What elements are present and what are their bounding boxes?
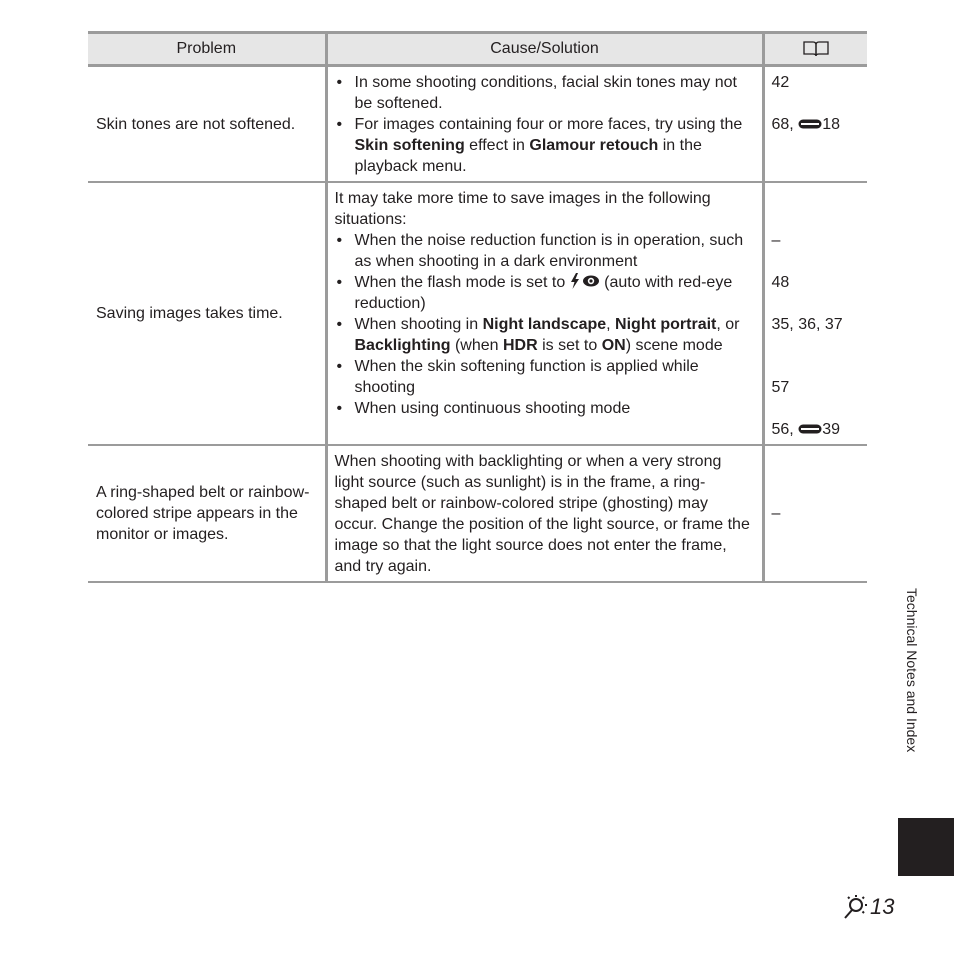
section-label: Technical Notes and Index xyxy=(904,588,920,753)
table-row xyxy=(88,182,867,445)
problem-cell: A ring-shaped belt or rainbow-colored stripe appears in the monitor or images. xyxy=(88,445,326,582)
list-item: • For images containing four or more faces, try using the Skin softening effect in Glamour retouch in the playback menu. xyxy=(335,114,754,177)
list-item: • When shooting in Night landscape, Night portrait, or Backlighting (when HDR is set to ON) scene mode xyxy=(335,314,754,356)
page-reference: 42 xyxy=(771,74,790,91)
page-number xyxy=(842,892,894,922)
flash-red-eye-icon xyxy=(570,273,600,289)
reference-section-icon xyxy=(798,117,822,131)
troubleshooting-table xyxy=(88,31,867,583)
table-row xyxy=(88,445,867,582)
reference-cell xyxy=(763,66,867,183)
reference-cell xyxy=(763,182,867,445)
list-item: • When using continuous shooting mode xyxy=(335,398,754,419)
reference-cell xyxy=(763,445,867,582)
page-reference: 48 xyxy=(771,274,790,291)
page-reference: 56, 39 xyxy=(771,421,840,438)
book-icon xyxy=(802,40,830,58)
page-reference: 57 xyxy=(771,379,790,396)
list-item: • When the noise reduction function is in operation, such as when shooting in a dark environment xyxy=(335,230,754,272)
cause-intro: It may take more time to save images in the following situations: xyxy=(334,190,711,228)
list-item: • In some shooting conditions, facial skin tones may not be softened. xyxy=(335,72,754,114)
page-reference: 35, 36, 37 xyxy=(771,316,843,333)
page-reference: 68, 18 xyxy=(771,116,840,133)
section-tab xyxy=(898,818,954,876)
table-row xyxy=(88,66,867,183)
cause-solution-cell xyxy=(326,182,763,445)
technical-notes-icon xyxy=(842,894,868,920)
header-reference xyxy=(763,33,867,66)
header-cause-solution: Cause/Solution xyxy=(326,33,763,66)
cause-solution-cell xyxy=(326,66,763,183)
list-item: • When the skin softening function is applied while shooting xyxy=(335,356,754,398)
problem-cell: Saving images takes time. xyxy=(88,182,326,445)
page-number-text: 13 xyxy=(870,894,895,919)
header-problem: Problem xyxy=(88,33,326,66)
cause-solution-cell: When shooting with backlighting or when a very strong light source (such as sunlight) is in the frame, a ring-shaped belt or rainbow-colored stripe (ghosting) may occur. Change the position of the light source, or frame the image so that the light source does not enter the frame, and try again. xyxy=(326,445,763,582)
list-item: • When the flash mode is set to (auto with red-eye reduction) xyxy=(335,272,754,314)
page-reference: – xyxy=(771,505,781,522)
page-reference: – xyxy=(771,232,781,249)
table-header-row xyxy=(88,33,867,66)
problem-cell: Skin tones are not softened. xyxy=(88,66,326,183)
reference-section-icon xyxy=(798,422,822,436)
